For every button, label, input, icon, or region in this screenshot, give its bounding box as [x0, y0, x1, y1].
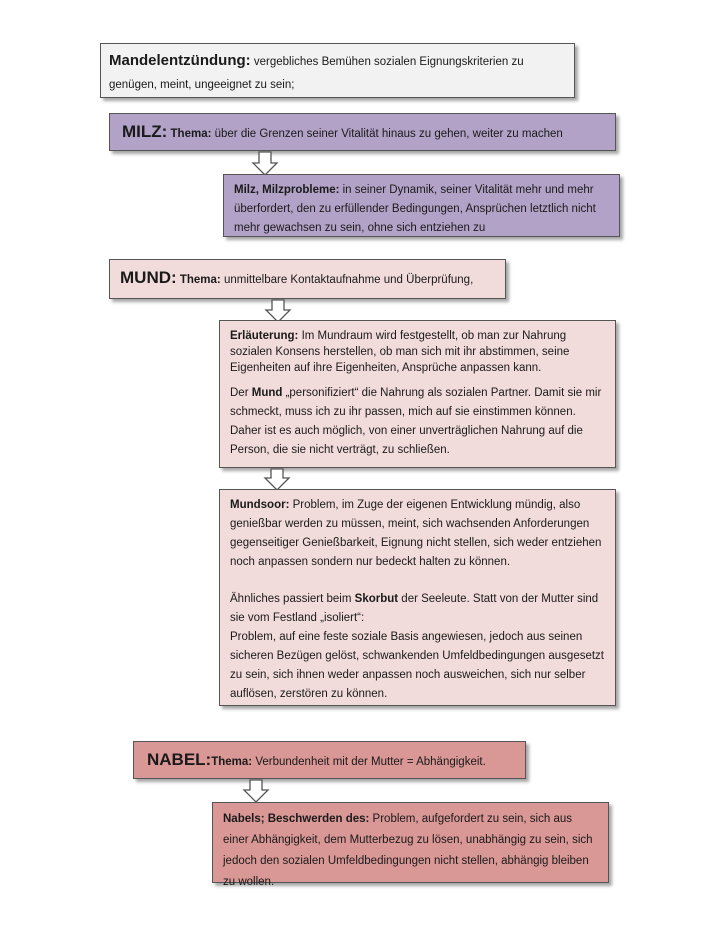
- mund-personified-pre: Der: [230, 387, 252, 399]
- nabel-title: NABEL:: [147, 750, 212, 769]
- nabel-theme-text: Verbundenheit mit der Mutter = Abhängigkeit.: [252, 756, 486, 768]
- down-arrow-icon: [251, 151, 279, 176]
- mandel-box: [100, 43, 575, 98]
- skorbut-pre: Ähnliches passiert beim: [230, 593, 355, 605]
- milz-detail-text: in seiner Dynamik, seiner Vitalität mehr und mehr überfordert, den zu erfüllender Bedingungen, Ansprüchen letztlich nicht mehr gewachsen zu sein, ohne sich entziehen zu: [234, 184, 596, 234]
- mundsoor-box: [219, 489, 616, 706]
- skorbut-problem-text: Problem, auf eine feste soziale Basis angewiesen, jedoch aus seinen sicheren Bezügen gelöst, schwankenden Umfeldbedingungen ausgesetzt zu sein, sich ihnen weder anpassen noch ausweichen, sich nur selber auflösen, zerstören zu können.: [230, 631, 605, 700]
- mund-theme-label: Thema:: [176, 274, 221, 286]
- mund-personified-bold: Mund: [251, 387, 283, 399]
- milz-detail-label: Milz, Milzprobleme:: [234, 184, 340, 196]
- milz-title: MILZ:: [122, 122, 168, 141]
- mund-theme-text: unmittelbare Kontaktaufnahme und Überprüfung,: [220, 274, 474, 286]
- mundsoor-text: Problem, im Zuge der eigenen Entwicklung mündig, also genießbar werden zu müssen, meint, sich wachsenden Anforderungen gegenseitiger Genießbarkeit, Eignung nicht stellen, sich weder entziehen noch anpassen sondern nur bedeckt halten zu können.: [230, 499, 602, 568]
- mandel-title: Mandelentzündung:: [109, 52, 251, 69]
- down-arrow-icon: [263, 468, 291, 491]
- milz-box: [109, 113, 616, 151]
- nabel-theme-label: Thema:: [211, 756, 253, 768]
- mund-detail-box: [219, 320, 616, 468]
- mandel-text: vergebliches Bemühen sozialen Eignungskriterien zu genügen, meint, ungeeignet zu sein;: [109, 56, 524, 91]
- nabel-detail-box: [212, 802, 609, 888]
- mund-box: [109, 259, 506, 299]
- skorbut-text: der Seeleute. Statt von der Mutter sind sie vom Festland „isoliert“:: [230, 593, 599, 624]
- mund-detail-text: Im Mundraum wird festgestellt, ob man zur Nahrung sozialen Konsens herstellen, ob man sich mit ihr abstimmen, seine Eigenheiten auf ihre Eigenheiten, Ansprüche anpassen kann.: [230, 330, 570, 374]
- mund-detail-label: Erläuterung:: [230, 330, 299, 342]
- milz-theme-label: Thema:: [167, 128, 212, 140]
- mund-title: MUND:: [120, 268, 177, 287]
- mundsoor-label: Mundsoor:: [230, 499, 290, 511]
- nabel-box: [133, 741, 526, 779]
- skorbut-bold: Skorbut: [354, 593, 399, 605]
- down-arrow-icon: [242, 779, 270, 803]
- nabel-detail-label: Nabels; Beschwerden des:: [223, 813, 370, 825]
- nabel-detail-text: Problem, aufgefordert zu sein, sich aus einer Abhängigkeit, dem Mutterbezug zu lösen, unabhängig zu sein, sich jedoch den sozialen Umfeldbedingungen nicht stellen, abhängig bleiben zu wollen.: [223, 813, 593, 888]
- milz-detail-box: [223, 174, 620, 237]
- milz-theme-text: über die Grenzen seiner Vitalität hinaus zu gehen, weiter zu machen: [211, 128, 563, 140]
- mund-personified-text: „personifiziert“ die Nahrung als sozialen Partner. Damit sie mir schmeckt, muss ich zu ihr passen, mich auf sie einstimmen können. Daher ist es auch möglich, von einer unverträglichen Nahrung auf die Person, die sie nicht verträgt, zu schließen.: [230, 387, 602, 456]
